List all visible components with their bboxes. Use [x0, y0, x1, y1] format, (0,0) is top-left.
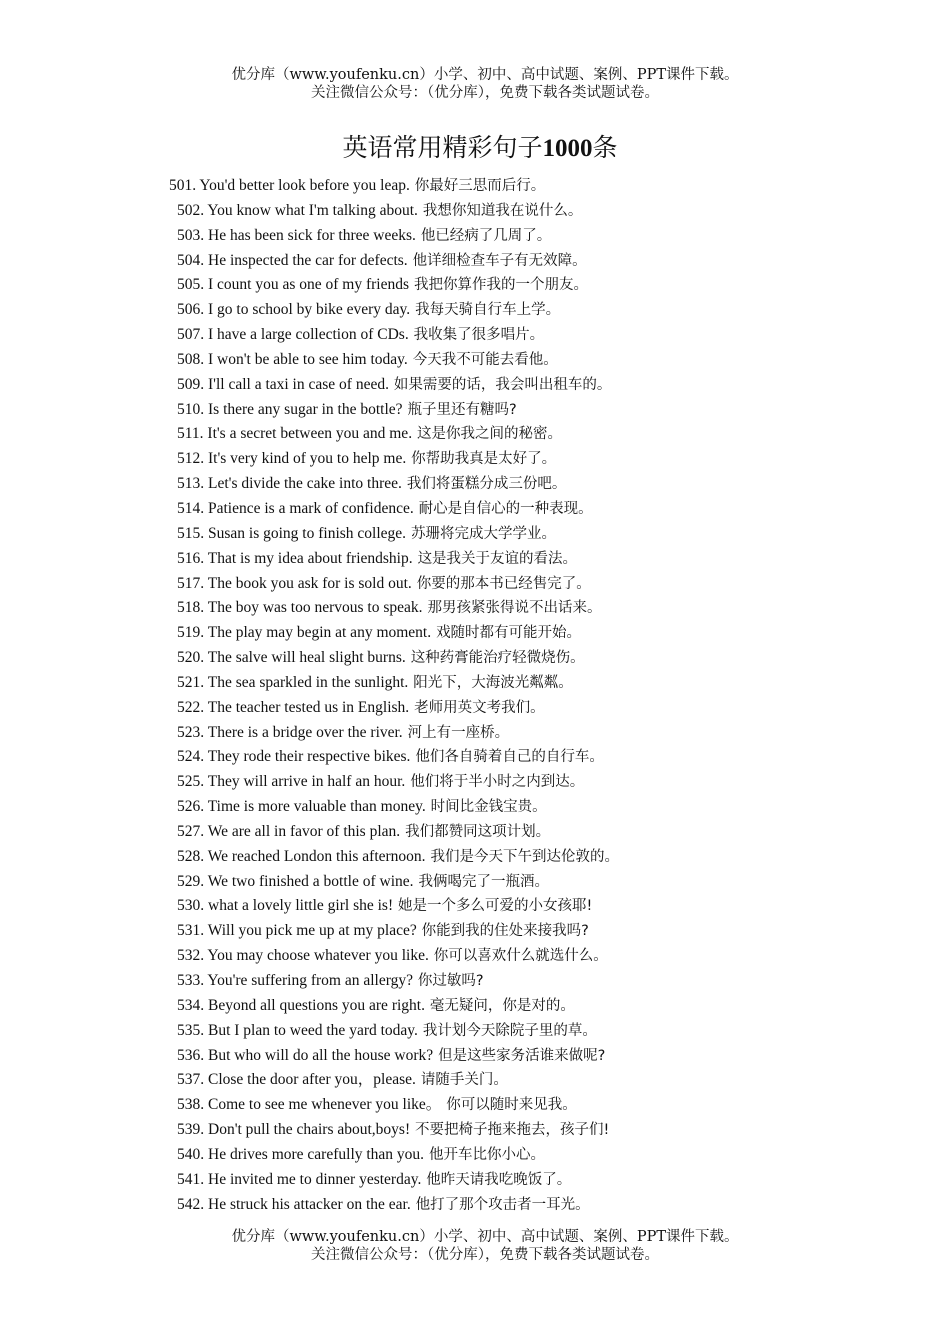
sentence-english: 512. It's very kind of you to help me.: [177, 450, 407, 468]
sentence-chinese: 我收集了很多唱片。: [413, 327, 545, 344]
sentence-chinese: 我们都赞同这项计划。: [405, 823, 551, 840]
sentence-chinese: 阳光下，大海波光粼粼。: [413, 674, 573, 691]
sentence-english: 526. Time is more valuable than money.: [177, 798, 426, 816]
sentence-row: [0, 248, 950, 273]
sentence-english: 517. The book you ask for is sold out.: [177, 574, 412, 592]
sentence-row: [0, 769, 950, 794]
sentence-row: [0, 521, 950, 546]
sentence-row: [0, 993, 950, 1018]
footer-line-2: 关注微信公众号：（优分库），免费下载各类试题试卷。: [311, 1247, 659, 1263]
sentence-english: 528. We reached London this afternoon.: [177, 847, 426, 865]
sentence-row: [0, 695, 950, 720]
title-suffix: 条: [592, 133, 618, 162]
sentence-english: 513. Let's divide the cake into three.: [177, 475, 402, 493]
sentence-english: 534. Beyond all questions you are right.: [177, 996, 425, 1014]
sentence-row: [0, 1167, 950, 1192]
sentence-chinese: 他开车比你小心。: [429, 1146, 545, 1163]
sentence-english: 536. But who will do all the house work?: [177, 1046, 434, 1064]
sentence-chinese: 那男孩紧张得说不出话来。: [427, 600, 602, 617]
sentence-row: [0, 1043, 950, 1068]
sentence-english: 502. You know what I'm talking about.: [177, 201, 418, 219]
sentence-chinese: 这是我关于友谊的看法。: [417, 550, 578, 567]
sentence-row: [0, 670, 950, 695]
sentence-english: 531. Will you pick me up at my place?: [177, 922, 417, 940]
page-title: [0, 131, 950, 166]
sentence-english: 541. He invited me to dinner yesterday.: [177, 1170, 422, 1188]
sentence-english: 511. It's a secret between you and me.: [177, 425, 413, 443]
sentence-row: [0, 421, 950, 446]
sentence-row: [0, 1192, 950, 1217]
sentence-row: [0, 198, 950, 223]
sentence-chinese: 他已经病了几周了。: [420, 227, 552, 244]
sentence-row: [0, 943, 950, 968]
sentence-english: 538. Come to see me whenever you like。: [177, 1096, 442, 1114]
title-prefix: 英语常用精彩句子: [342, 133, 543, 162]
title-number: 1000: [542, 135, 593, 162]
sentence-english: 519. The play may begin at any moment.: [177, 624, 432, 642]
sentence-chinese: 今天我不可能去看他。: [412, 351, 558, 368]
sentence-english: 530. what a lovely little girl she is!: [177, 897, 394, 915]
sentence-chinese: 他详细检查车子有无效障。: [412, 252, 587, 269]
sentence-english: 516. That is my idea about friendship.: [177, 549, 413, 567]
sentence-chinese: 你可以喜欢什么就选什么。: [433, 948, 608, 965]
sentence-row: [0, 173, 950, 198]
sentence-chinese: 瓶子里还有糖吗?: [407, 401, 517, 418]
sentence-chinese: 这种药膏能治疗轻微烧伤。: [410, 650, 585, 667]
sentence-chinese: 她是一个多么可爱的小女孩耶!: [398, 898, 593, 915]
sentence-row: [0, 496, 950, 521]
sentence-english: 539. Don't pull the chairs about,boys!: [177, 1121, 411, 1139]
header-line-2: 关注微信公众号：（优分库），免费下载各类试题试卷。: [311, 85, 659, 101]
sentence-english: 503. He has been sick for three weeks.: [177, 226, 416, 244]
sentence-chinese: 我们是今天下午到达伦敦的。: [430, 848, 619, 865]
sentence-row: [0, 968, 950, 993]
sentence-row: [0, 918, 950, 943]
sentence-chinese: 你帮助我真是太好了。: [411, 451, 557, 468]
sentence-row: [0, 297, 950, 322]
sentence-row: [0, 893, 950, 918]
sentence-english: 532. You may choose whatever you like.: [177, 947, 429, 965]
sentence-chinese: 你能到我的住处来接我吗?: [421, 923, 589, 940]
page-footer: [0, 1228, 950, 1264]
sentence-row: [0, 223, 950, 248]
sentence-chinese: 他昨天请我吃晚饭了。: [426, 1171, 572, 1188]
sentence-row: [0, 372, 950, 397]
sentence-english: 505. I count you as one of my friends: [177, 276, 410, 294]
sentence-chinese: 他们各自骑着自己的自行车。: [415, 749, 604, 766]
sentence-row: [0, 720, 950, 745]
sentence-english: 508. I won't be able to see him today.: [177, 350, 408, 368]
sentence-chinese: 你过敏吗?: [417, 973, 484, 989]
sentence-english: 504. He inspected the car for defects.: [177, 251, 408, 269]
sentence-chinese: 你要的那本书已经售完了。: [416, 575, 591, 592]
sentence-chinese: 我把你算作我的一个朋友。: [413, 277, 588, 294]
sentence-chinese: 我每天骑自行车上学。: [415, 302, 561, 319]
sentence-row: [0, 546, 950, 571]
sentence-chinese: 时间比金钱宝贵。: [430, 799, 547, 816]
sentence-row: [0, 1067, 950, 1092]
sentence-english: 509. I'll call a taxi in case of need.: [177, 375, 389, 393]
sentence-chinese: 他打了那个攻击者一耳光。: [415, 1196, 590, 1213]
sentence-chinese: 毫无疑问，你是对的。: [429, 997, 575, 1014]
sentence-chinese: 我想你知道我在说什么。: [422, 202, 583, 219]
sentence-row: [0, 620, 950, 645]
sentence-english: 537. Close the door after you，please.: [177, 1071, 416, 1089]
sentence-chinese: 这是你我之间的秘密。: [417, 426, 563, 443]
sentence-chinese: 你最好三思而后行。: [414, 178, 546, 194]
sentence-row: [0, 869, 950, 894]
sentence-english: 525. They will arrive in half an hour.: [177, 773, 406, 791]
sentence-english: 533. You're suffering from an allergy?: [177, 972, 413, 989]
sentence-row: [0, 1142, 950, 1167]
sentence-row: [0, 645, 950, 670]
sentence-english: 501. You'd better look before you leap.: [169, 177, 410, 194]
page-header: [0, 66, 950, 102]
sentence-chinese: 如果需要的话，我会叫出租车的。: [393, 376, 612, 393]
sentence-chinese: 河上有一座桥。: [407, 724, 510, 741]
sentence-english: 515. Susan is going to finish college.: [177, 524, 407, 542]
sentence-chinese: 你可以随时来见我。: [446, 1097, 577, 1114]
footer-line-1: 优分库（www.youfenku.cn）小学、初中、高中试题、案例、PPT课件下载。: [231, 1229, 739, 1245]
sentence-row: [0, 322, 950, 347]
sentence-chinese: 苏珊将完成大学学业。: [410, 525, 556, 542]
sentence-row: [0, 347, 950, 372]
sentence-row: [0, 744, 950, 769]
sentence-english: 510. Is there any sugar in the bottle?: [177, 400, 403, 418]
sentence-chinese: 不要把椅子拖来拖去，孩子们!: [415, 1122, 610, 1139]
sentence-english: 520. The salve will heal slight burns.: [177, 649, 406, 667]
sentence-chinese: 我们将蛋糕分成三份吧。: [406, 476, 567, 493]
sentence-english: 506. I go to school by bike every day.: [177, 301, 411, 319]
sentence-list: [0, 173, 950, 1216]
sentence-row: [0, 1117, 950, 1142]
sentence-english: 514. Patience is a mark of confidence.: [177, 499, 414, 517]
sentence-english: 529. We two finished a bottle of wine.: [177, 872, 414, 890]
sentence-row: [0, 272, 950, 297]
sentence-english: 518. The boy was too nervous to speak.: [177, 599, 423, 617]
sentence-english: 542. He struck his attacker on the ear.: [177, 1195, 411, 1213]
sentence-row: [0, 794, 950, 819]
sentence-chinese: 请随手关门。: [420, 1072, 508, 1089]
sentence-row: [0, 471, 950, 496]
sentence-row: [0, 571, 950, 596]
sentence-row: [0, 397, 950, 422]
sentence-chinese: 老师用英文考我们。: [414, 699, 545, 716]
sentence-chinese: 但是这些家务活谁来做呢?: [438, 1047, 606, 1064]
sentence-row: [0, 819, 950, 844]
sentence-row: [0, 844, 950, 869]
sentence-chinese: 我计划今天除院子里的草。: [422, 1022, 597, 1039]
sentence-english: 522. The teacher tested us in English.: [177, 698, 410, 716]
sentence-english: 507. I have a large collection of CDs.: [177, 326, 409, 344]
sentence-english: 535. But I plan to weed the yard today.: [177, 1021, 418, 1039]
sentence-chinese: 我俩喝完了一瓶酒。: [418, 873, 549, 890]
sentence-row: [0, 1018, 950, 1043]
sentence-row: [0, 446, 950, 471]
sentence-english: 524. They rode their respective bikes.: [177, 748, 411, 766]
sentence-english: 523. There is a bridge over the river.: [177, 723, 403, 741]
sentence-english: 527. We are all in favor of this plan.: [177, 822, 401, 840]
sentence-english: 540. He drives more carefully than you.: [177, 1145, 425, 1163]
sentence-chinese: 他们将于半小时之内到达。: [410, 774, 585, 791]
sentence-chinese: 戏随时都有可能开始。: [436, 625, 582, 642]
sentence-row: [0, 595, 950, 620]
header-line-1: 优分库（www.youfenku.cn）小学、初中、高中试题、案例、PPT课件下载。: [231, 67, 739, 83]
sentence-row: [0, 1092, 950, 1117]
sentence-chinese: 耐心是自信心的一种表现。: [418, 500, 593, 517]
sentence-english: 521. The sea sparkled in the sunlight.: [177, 673, 409, 691]
